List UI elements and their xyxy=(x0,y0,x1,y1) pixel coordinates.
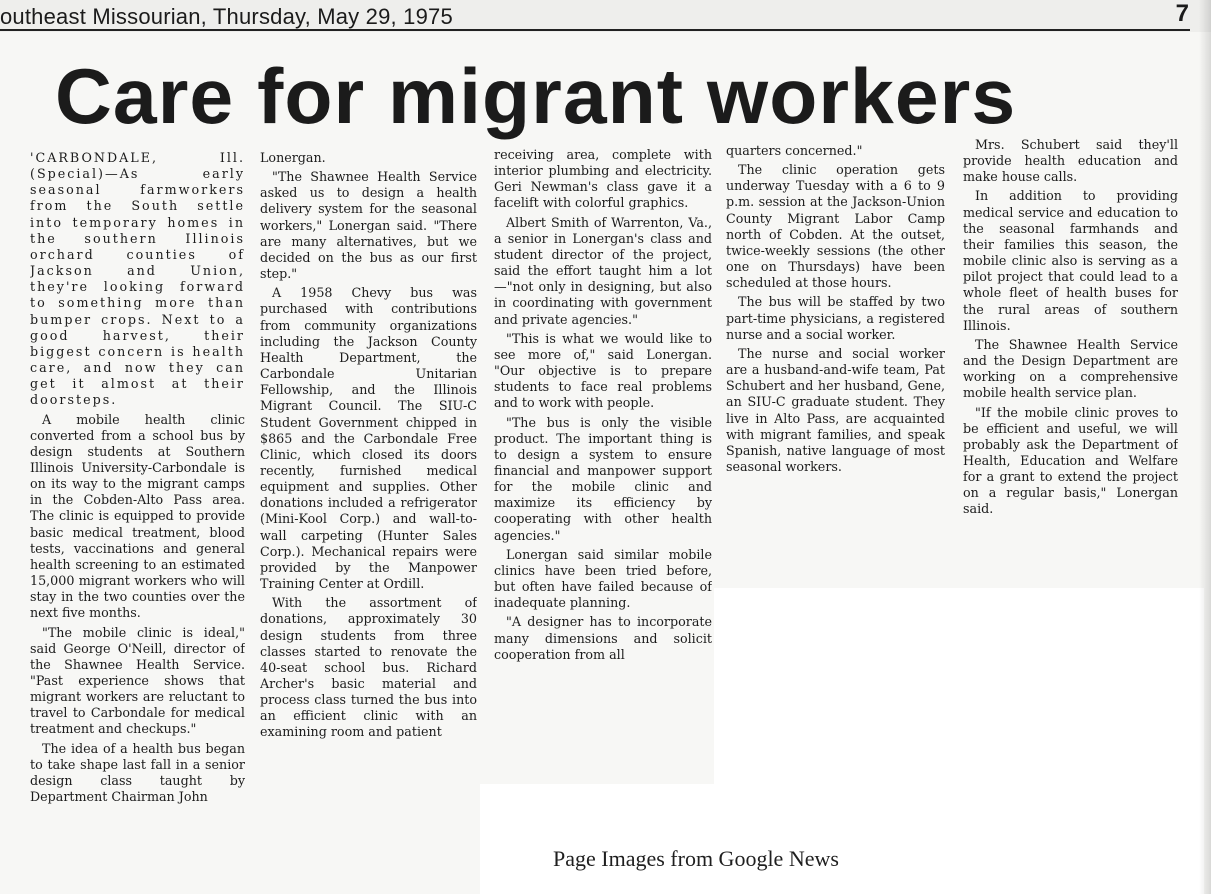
article-column-1 xyxy=(30,150,245,890)
article-column-3 xyxy=(494,147,712,782)
masthead-rule xyxy=(0,29,1190,31)
article-paragraph: quarters concerned." xyxy=(726,143,863,158)
article-paragraph: Mrs. Schubert said they'll provide health education and make house calls. xyxy=(963,137,1178,185)
article-paragraph: "The bus is only the visible product. The important thing is to design a system to ensure financial and manpower support for the mobile clinic and maximize its efficiency by cooperating with other health agencies." xyxy=(494,414,712,543)
article-paragraph: The Shawnee Health Service and the Design Department are working on a comprehensive mobile health service plan. xyxy=(963,336,1178,401)
article-paragraph: The bus will be staffed by two part-time physicians, a registered nurse and a social worker. xyxy=(726,294,945,342)
article-column-4 xyxy=(726,143,945,588)
article-column-2 xyxy=(260,150,477,890)
page-edge-shadow xyxy=(1199,0,1211,894)
headline: Care for migrant workers xyxy=(55,52,1017,140)
article-paragraph: "A designer has to incorporate many dimensions and solicit cooperation from all xyxy=(494,614,712,662)
article-paragraph: 'CARBONDALE, Ill. (Special)—As early seasonal farmworkers from the South settle into temporary homes in the southern Illinois orchard counties of Jackson and Union, they're looking forward to something more than bumper crops. Next to a good harvest, their biggest concern is health care, and now they can get it almost at their doorsteps. xyxy=(30,150,245,408)
masthead xyxy=(0,0,1211,32)
article-paragraph: With the assortment of donations, approximately 30 design students from three classes started to renovate the 40-seat school bus. Richard Archer's basic material and process class turned the bus into an efficient clinic with an examining room and patient xyxy=(260,595,477,740)
article-paragraph: A mobile health clinic converted from a school bus by design students at Southern Illinois University-Carbondale is on its way to the migrant camps in the Cobden-Alto Pass area. The clinic is equipped to provide basic medical treatment, blood tests, vaccinations and general health screening to an estimated 15,000 migrant workers who will stay in the two counties over the next five months. xyxy=(30,411,245,621)
image-credit: Page Images from Google News xyxy=(553,846,839,871)
article-paragraph: receiving area, complete with interior plumbing and electricity. Geri Newman's class gave it a facelift with colorful graphics. xyxy=(494,147,712,211)
article-paragraph: In addition to providing medical service and education to the seasonal farmhands and their families this season, the mobile clinic also is serving as a pilot project that could lead to a whole fleet of health buses for the rural areas of southern Illinois. xyxy=(963,188,1178,333)
article-paragraph: The clinic operation gets underway Tuesday with a 6 to 9 p.m. session at the Jackson-Union County Migrant Labor Camp north of Cobden. At the outset, twice-weekly sessions (the other one on Thursdays) have been scheduled at those hours. xyxy=(726,162,945,291)
article-paragraph: Lonergan. xyxy=(260,150,326,165)
article-paragraph: The idea of a health bus began to take shape last fall in a senior design class taught by Department Chairman John xyxy=(30,740,245,805)
article-paragraph: "If the mobile clinic proves to be efficient and useful, we will probably ask the Department of Health, Education and Welfare for a grant to extend the project on a regular basis," Lonergan said. xyxy=(963,404,1178,517)
article-paragraph: "The mobile clinic is ideal," said George O'Neill, director of the Shawnee Health Service. "Past experience shows that migrant workers are reluctant to travel to Carbondale for medical treatment and checkups." xyxy=(30,624,245,737)
article-paragraph: "This is what we would like to see more of," said Lonergan. "Our objective is to prepare students to face real problems and to work with people. xyxy=(494,330,712,411)
article-paragraph: Albert Smith of Warrenton, Va., a senior in Lonergan's class and student director of the project, said the effort taught him a lot—"not only in designing, but also in coordinating with government and private agencies." xyxy=(494,214,712,327)
article-column-5 xyxy=(963,137,1178,582)
page-number: 7 xyxy=(1175,0,1189,27)
article-paragraph: Lonergan said similar mobile clinics have been tried before, but often have failed because of inadequate planning. xyxy=(494,546,712,611)
article-paragraph: "The Shawnee Health Service asked us to design a health delivery system for the seasonal workers," Lonergan said. "There are many alternatives, but we decided on the bus as our first step." xyxy=(260,169,477,282)
article-paragraph: A 1958 Chevy bus was purchased with contributions from community organizations including the Jackson County Health Department, the Carbondale Unitarian Fellowship, and the Illinois Migrant Council. The SIU-C Student Government chipped in $865 and the Carbondale Free Clinic, which closed its doors recently, furnished medical equipment and supplies. Other donations included a refrigerator (Mini-Kool Corp.) and wall-to-wall carpeting (Hunter Sales Corp.). Mechanical repairs were provided by the Manpower Training Center at Ordill. xyxy=(260,285,477,592)
masthead-title: outheast Missourian, Thursday, May 29, 1975 xyxy=(0,4,453,29)
blank-page-area xyxy=(480,784,720,894)
article-paragraph: The nurse and social worker are a husband-and-wife team, Pat Schubert and her husband, Gene, an SIU-C graduate student. They live in Alto Pass, are acquainted with migrant families, and speak Spanish, native language of most seasonal workers. xyxy=(726,345,945,474)
